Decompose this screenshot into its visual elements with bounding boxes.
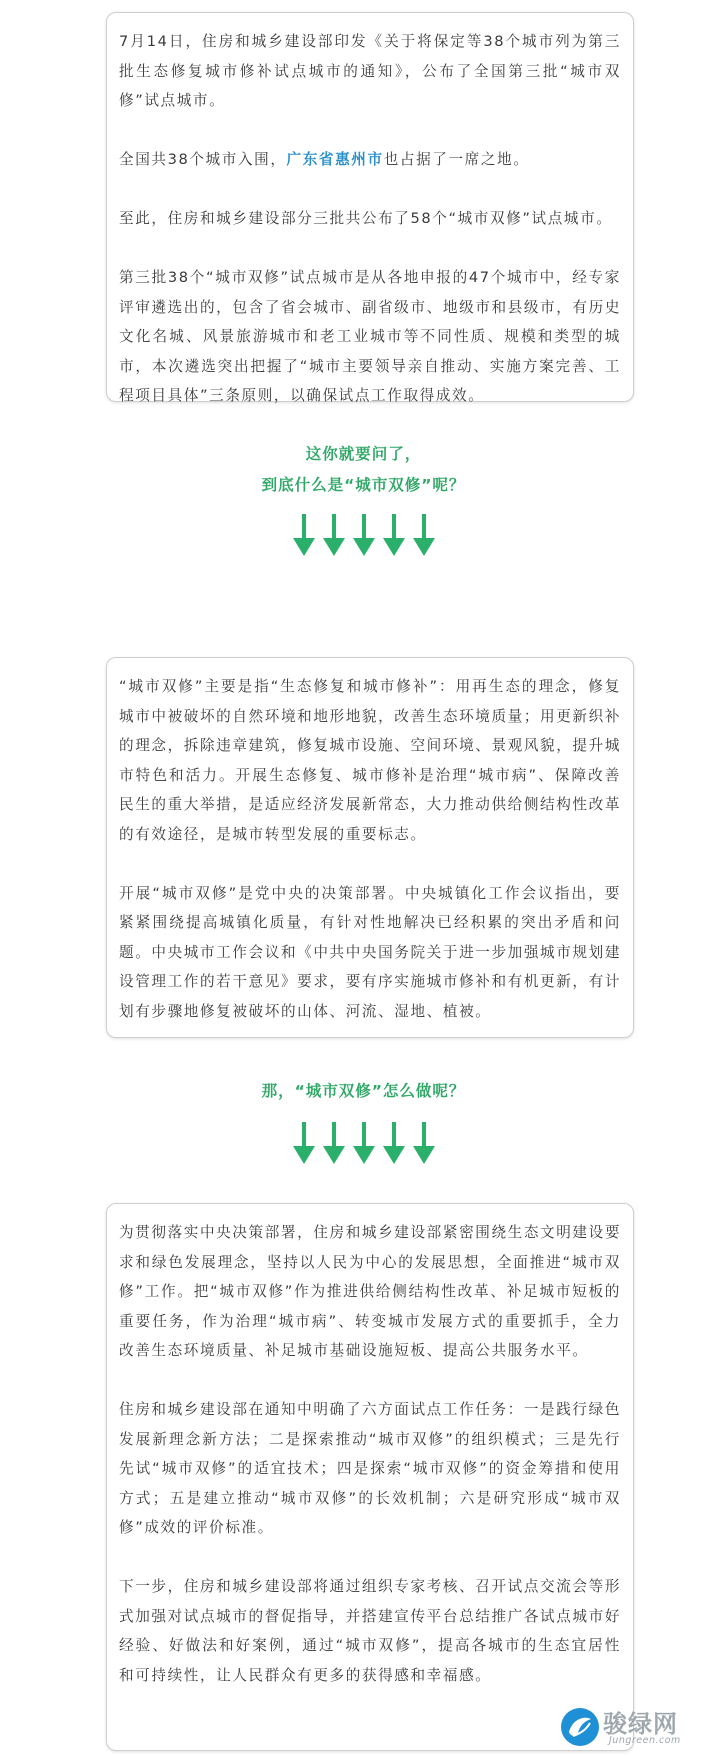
down-arrow-icon xyxy=(293,1122,315,1164)
down-arrow-icon xyxy=(293,514,315,556)
question-heading-what xyxy=(0,439,727,501)
down-arrow-icon xyxy=(383,1122,405,1164)
down-arrow-icon xyxy=(353,1122,375,1164)
intro-paragraph-2-end: 也占据了一席之地。 xyxy=(383,151,530,168)
down-arrow-icon xyxy=(323,514,345,556)
huizhou-highlight-link[interactable]: 广东省惠州市 xyxy=(286,151,384,168)
down-arrow-icon xyxy=(413,1122,435,1164)
watermark-name: 骏绿网 xyxy=(603,1710,678,1738)
implementation-paragraph-2: 住房和城乡建设部在通知中明确了六方面试点工作任务：一是践行绿色发展新理念新方法；二是探索推动“城市双修”的组织模式；三是先行先试“城市双修”的适宜技术；四是探索“城市双修”的资金筹措和使用方式；五是建立推动“城市双修”的长效机制；六是研究形成“城市双修”成效的评价标准。 xyxy=(119,1401,622,1536)
intro-paragraph-3: 至此，住房和城乡建设部分三批共公布了58个“城市双修”试点城市。 xyxy=(119,210,613,227)
question-heading-how-line-1: 那，“城市双修”怎么做呢？ xyxy=(261,1082,466,1100)
watermark-url: Jungreen.com xyxy=(609,1735,681,1746)
jungreen-logo-icon xyxy=(559,1706,601,1748)
definition-card xyxy=(106,657,634,1038)
implementation-card xyxy=(106,1203,634,1751)
down-arrow-icon xyxy=(383,514,405,556)
definition-paragraph-1: “城市双修”主要是指“生态修复和城市修补”：用再生态的理念，修复城市中被破坏的自然环境和地形地貌，改善生态环境质量；用更新织补的理念，拆除违章建筑，修复城市设施、空间环境、景观风貌，提升城市特色和活力。开展生态修复、城市修补是治理“城市病”、保障改善民生的重大举措，是适应经济发展新常态，大力推动供给侧结构性改革的有效途径，是城市转型发展的重要标志。 xyxy=(119,678,622,843)
intro-card xyxy=(106,12,634,402)
question-heading-how xyxy=(0,1076,727,1107)
down-arrows-row-2 xyxy=(0,1122,727,1164)
implementation-paragraph-3: 下一步，住房和城乡建设部将通过组织专家考核、召开试点交流会等形式加强对试点城市的督促指导，并搭建宣传平台总结推广各试点城市好经验、好做法和好案例，通过“城市双修”，提高各城市的生态宜居性和可持续性，让人民群众有更多的获得感和幸福感。 xyxy=(119,1578,622,1684)
site-watermark xyxy=(559,1702,709,1752)
down-arrow-icon xyxy=(413,514,435,556)
intro-paragraph-4: 第三批38个“城市双修”试点城市是从各地申报的47个城市中，经专家评审遴选出的，包含了省会城市、副省级市、地级市和县级市，有历史文化名城、风景旅游城市和老工业城市等不同性质、规模和类型的城市，本次遴选突出把握了“城市主要领导亲自推动、实施方案完善、工程项目具体”三条原则，以确保试点工作取得成效。 xyxy=(119,269,622,404)
intro-paragraph-1: 7月14日，住房和城乡建设部印发《关于将保定等38个城市列为第三批生态修复城市修补试点城市的通知》，公布了全国第三批“城市双修”试点城市。 xyxy=(119,33,621,109)
down-arrow-icon xyxy=(323,1122,345,1164)
question-heading-what-line-2: 到底什么是“城市双修”呢？ xyxy=(261,476,466,494)
implementation-paragraph-1: 为贯彻落实中央决策部署，住房和城乡建设部紧密围绕生态文明建设要求和绿色发展理念，坚持以人民为中心的发展思想，全面推进“城市双修”工作。把“城市双修”作为推进供给侧结构性改革、补足城市短板的重要任务，作为治理“城市病”、转变城市发展方式的重要抓手，全力改善生态环境质量、补足城市基础设施短板、提高公共服务水平。 xyxy=(119,1224,622,1359)
down-arrows-row-1 xyxy=(0,514,727,556)
definition-paragraph-2: 开展“城市双修”是党中央的决策部署。中央城镇化工作会议指出，要紧紧围绕提高城镇化质量，有针对性地解决已经积累的突出矛盾和问题。中央城市工作会议和《中共中央国务院关于进一步加强城市规划建设管理工作的若干意见》要求，要有序实施城市修补和有机更新，有计划有步骤地修复被破坏的山体、河流、湿地、植被。 xyxy=(119,884,622,1020)
intro-paragraph-2 xyxy=(119,145,621,175)
down-arrow-icon xyxy=(353,514,375,556)
intro-paragraph-2-start: 全国共38个城市入围， xyxy=(119,151,287,168)
question-heading-what-line-1: 这你就要问了， xyxy=(305,445,422,463)
